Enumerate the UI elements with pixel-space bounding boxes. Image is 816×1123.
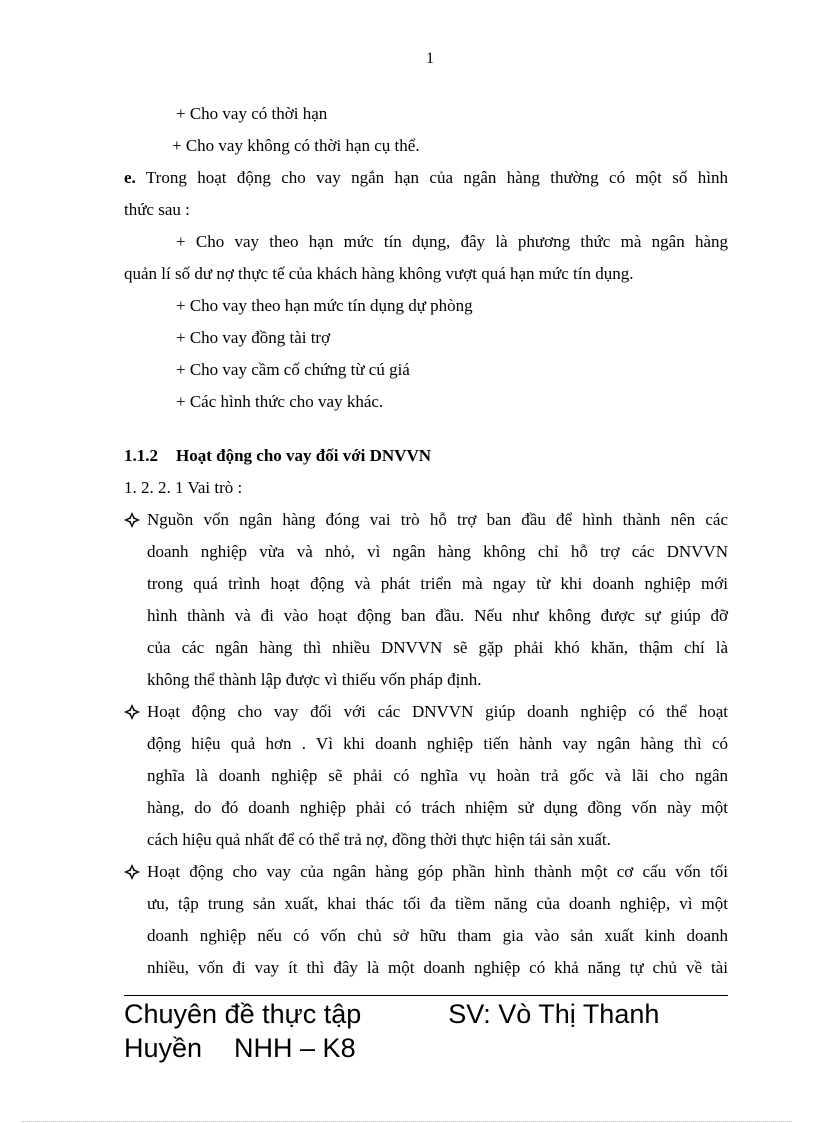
- page-footer: [124, 997, 744, 1065]
- bullet-line: nghĩa là doanh nghiệp sẽ phải có nghĩa vụ hoàn trả gốc và lãi cho ngân: [147, 766, 728, 785]
- bullet-line: động hiệu quả hơn . Vì khi doanh nghiệp tiến hành vay ngân hàng thì có: [147, 734, 728, 753]
- bullet-item-3: [124, 856, 728, 984]
- bullet-line: cách hiệu quả nhất để có thể trả nợ, đồng thời thực hiện tái sản xuất.: [147, 830, 611, 849]
- list-item-other-forms: + Các hình thức cho vay khác.: [176, 392, 384, 411]
- paragraph-short-term-forms-line1: [124, 162, 728, 194]
- bullet-line: Hoạt động cho vay của ngân hàng góp phần hình thành một cơ cấu vốn tối: [147, 862, 728, 881]
- bullet-line: nhiều, vốn đi vay ít thì đây là một doanh nghiệp có khả năng tự chủ về tài: [147, 958, 728, 977]
- bullet-line: không thể thành lập được vì thiếu vốn pháp định.: [147, 670, 482, 689]
- footer-line-2: [124, 1031, 744, 1065]
- document-body: [124, 98, 728, 984]
- bullet-line: ưu, tập trung sản xuất, khai thác tối đa tiềm năng của doanh nghiệp, vì một: [147, 894, 728, 913]
- bullet-text-1: [147, 504, 728, 696]
- footer-course-title: Chuyên đề thực tập: [124, 999, 362, 1029]
- bullet-item-1: [124, 504, 728, 696]
- bullet-line: trong quá trình hoạt động và phát triển mà ngay từ khi doanh nghiệp mới: [147, 574, 728, 593]
- footer-divider: [124, 995, 728, 996]
- footer-class-code: NHH – K8: [234, 1033, 356, 1063]
- subsection-heading: 1. 2. 2. 1 Vai trò :: [124, 478, 243, 497]
- section-title: Hoạt động cho vay đối với DNVVN: [176, 446, 431, 465]
- footer-name-continuation: Huyền: [124, 1033, 203, 1063]
- bullet-line: của các ngân hàng thì nhiều DNVVN sẽ gặp phải khó khăn, thậm chí là: [147, 638, 728, 657]
- paragraph-credit-limit-line1: + Cho vay theo hạn mức tín dụng, đây là phương thức mà ngân hàng: [176, 232, 728, 251]
- four-diamond-bullet-icon: [124, 864, 140, 880]
- page-bottom-edge: [22, 1121, 792, 1122]
- paragraph-credit-limit-line2: quản lí số dư nợ thực tế của khách hàng không vượt quá hạn mức tín dụng.: [124, 264, 634, 283]
- bullet-line: Hoạt động cho vay đối với các DNVVN giúp doanh nghiệp có thể hoạt: [147, 702, 728, 721]
- list-item-standby-credit: + Cho vay theo hạn mức tín dụng dự phòng: [176, 296, 473, 315]
- list-item-pledge-loan: + Cho vay cầm cố chứng từ cú giá: [176, 360, 410, 379]
- section-number: 1.1.2: [124, 446, 158, 465]
- bullet-line: hàng, do đó doanh nghiệp phải có trách nhiệm sử dụng đồng vốn này một: [147, 798, 728, 817]
- footer-line-1: [124, 997, 744, 1031]
- bullet-line: hình thành và đi vào hoạt động ban đầu. Nếu như không được sự giúp đỡ: [147, 606, 728, 625]
- bullet-text-3: [147, 856, 728, 984]
- bullet-item-2: [124, 696, 728, 856]
- paragraph-text: Trong hoạt động cho vay ngắn hạn của ngân hàng thường có một số hình: [145, 168, 728, 187]
- paragraph-lead-letter: e.: [124, 168, 136, 187]
- bullet-text-2: [147, 696, 728, 856]
- four-diamond-bullet-icon: [124, 704, 140, 720]
- section-heading: [124, 440, 728, 472]
- four-diamond-bullet-icon: [124, 512, 140, 528]
- bullet-line: doanh nghiệp nếu có vốn chủ sở hữu tham gia vào sản xuất kinh doanh: [147, 926, 728, 945]
- bullet-line: Nguồn vốn ngân hàng đóng vai trò hỗ trợ ban đầu để hình thành nên các: [147, 510, 728, 529]
- paragraph-short-term-forms-line2: thức sau :: [124, 200, 190, 219]
- list-item-syndicated-loan: + Cho vay đồng tài trợ: [176, 328, 331, 347]
- page-number: 1: [426, 50, 434, 67]
- footer-student-name: SV: Vò Thị Thanh: [448, 999, 660, 1029]
- list-item-no-term-loan: + Cho vay không có thời hạn cụ thể.: [172, 136, 420, 155]
- list-item-term-loan: + Cho vay có thời hạn: [176, 104, 328, 123]
- bullet-line: doanh nghiệp vừa và nhỏ, vì ngân hàng không chỉ hỗ trợ các DNVVN: [147, 542, 728, 561]
